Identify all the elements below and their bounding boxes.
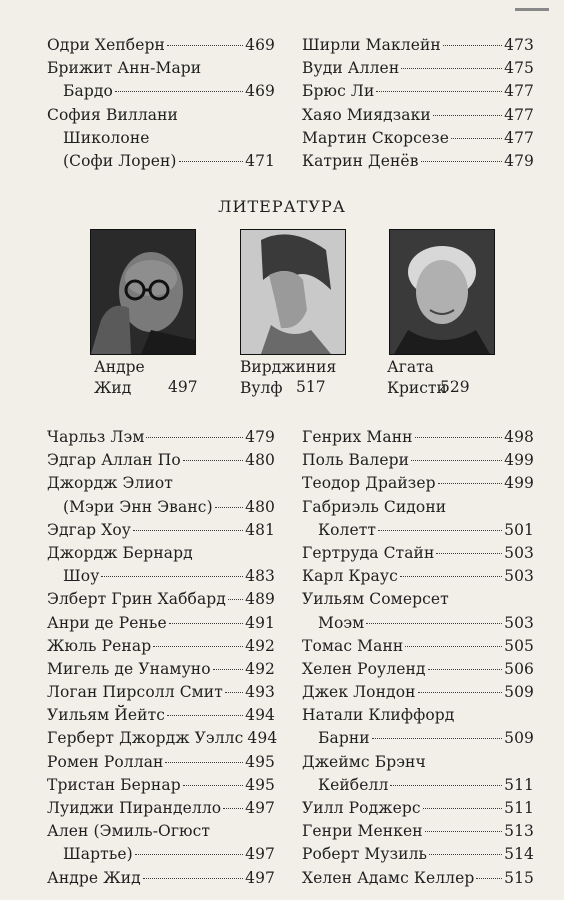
index-entry [302, 704, 534, 727]
entry-page-number: 479 [504, 151, 534, 170]
dot-leader [165, 762, 243, 763]
dot-leader [153, 646, 243, 647]
entry-name: (Мэри Энн Эванс) [63, 497, 213, 516]
index-entry [302, 658, 534, 681]
entry-name: Уильям Йейтс [47, 706, 166, 725]
entry-name: Брюс Ли [302, 82, 375, 101]
dot-leader [101, 576, 243, 577]
dot-leader [133, 530, 243, 531]
entry-page-number: 495 [245, 752, 275, 771]
dot-leader [476, 878, 502, 879]
dot-leader [146, 437, 243, 438]
index-entry [47, 449, 275, 472]
entry-name: Герберт Джордж Уэллс [47, 729, 244, 748]
index-entry [302, 681, 534, 704]
bottom-right-index-column [302, 426, 534, 890]
index-entry [302, 449, 534, 472]
entry-name: Уилл Роджерс [302, 799, 421, 817]
dot-leader [415, 437, 503, 438]
dot-leader [443, 45, 502, 46]
entry-page-number: 477 [504, 105, 534, 124]
bottom-left-index-column [47, 426, 278, 890]
dot-leader [428, 669, 503, 670]
dot-leader [135, 854, 243, 855]
dot-leader [418, 692, 503, 693]
entry-name: Хелен Адамс Келлер [302, 868, 475, 887]
entry-name: Генри Менкен [302, 822, 423, 841]
index-entry [47, 867, 275, 890]
entry-name: Шиколоне [63, 128, 150, 147]
index-entry [302, 820, 534, 843]
index-entry [302, 80, 534, 103]
entry-name: София Виллани [47, 105, 178, 124]
portrait-caption-gide-first: Андре [94, 358, 145, 376]
entry-name: Чарльз Лэм [47, 428, 145, 446]
dot-leader [405, 646, 502, 647]
index-entry [47, 797, 275, 820]
entry-name: Хаяо Миядзаки [302, 105, 431, 124]
entry-page-number: 497 [245, 845, 275, 864]
dot-leader [115, 91, 243, 92]
index-entry [47, 774, 275, 797]
index-entry [302, 727, 534, 750]
entry-name: Эдгар Аллан По [47, 451, 181, 470]
portrait-caption-christie-last: Кристи [387, 379, 447, 397]
index-entry [47, 34, 275, 57]
portrait-caption-christie-page: 529 [440, 378, 470, 396]
entry-page-number: 499 [504, 474, 534, 493]
index-entry [47, 565, 275, 588]
index-entry [47, 519, 275, 542]
index-entry [47, 542, 275, 565]
entry-name: Логан Пирсолл Смит [47, 683, 223, 702]
top-right-index-column [302, 34, 534, 173]
dot-leader [429, 854, 502, 855]
entry-name: Джордж Элиот [47, 474, 173, 493]
dot-leader [228, 599, 243, 600]
entry-page-number: 473 [504, 36, 534, 54]
entry-name: Карл Краус [302, 567, 398, 586]
entry-name: Элберт Грин Хаббард [47, 590, 226, 609]
index-entry [302, 751, 534, 774]
entry-page-number: 480 [245, 451, 275, 470]
entry-name: Кейбелл [318, 775, 389, 794]
index-entry [302, 542, 534, 565]
dot-leader [433, 115, 502, 116]
entry-name: (Софи Лорен) [63, 151, 177, 170]
index-entry [302, 867, 534, 890]
portrait-caption-gide-page: 497 [168, 378, 198, 396]
index-entry [47, 426, 275, 449]
index-entry [47, 751, 275, 774]
entry-name: Мигель де Унамуно [47, 659, 211, 678]
dot-leader [425, 831, 502, 832]
index-entry [302, 612, 534, 635]
entry-name: Ширли Маклейн [302, 36, 441, 54]
entry-page-number: 514 [504, 845, 534, 864]
entry-page-number: 480 [245, 497, 275, 516]
dot-leader [376, 91, 502, 92]
index-entry [47, 588, 275, 611]
entry-name: Ромен Роллан [47, 752, 164, 771]
index-entry [302, 519, 534, 542]
entry-page-number: 501 [504, 520, 534, 539]
dot-leader [179, 161, 244, 162]
entry-name: Шартье) [63, 845, 133, 864]
entry-name: Бардо [63, 82, 113, 101]
entry-name: Джордж Бернард [47, 543, 193, 562]
entry-page-number: 483 [245, 567, 275, 586]
index-entry [47, 658, 275, 681]
dot-leader [183, 785, 243, 786]
entry-name: Вуди Аллен [302, 59, 400, 78]
entry-page-number: 503 [504, 543, 534, 562]
portrait-caption-woolf-last: Вулф [240, 379, 283, 397]
index-entry [47, 104, 275, 127]
dot-leader [378, 530, 502, 531]
dot-leader [215, 507, 243, 508]
entry-name: Моэм [318, 613, 365, 632]
entry-name: Колетт [318, 520, 377, 539]
index-entry [302, 34, 534, 57]
dot-leader [421, 161, 503, 162]
index-entry [47, 127, 275, 150]
entry-name: Катрин Денёв [302, 151, 419, 170]
dot-leader [436, 553, 502, 554]
dot-leader [169, 623, 243, 624]
entry-page-number: 494 [245, 706, 275, 725]
index-entry [47, 496, 275, 519]
entry-name: Мартин Скорсезе [302, 128, 449, 147]
index-entry [47, 472, 275, 495]
index-entry [302, 588, 534, 611]
entry-page-number: 477 [504, 82, 534, 101]
entry-page-number: 509 [504, 729, 534, 748]
entry-page-number: 515 [504, 868, 534, 887]
dot-leader [372, 738, 502, 739]
dot-leader [390, 785, 502, 786]
portrait-caption-christie-first: Агата [387, 358, 434, 376]
entry-page-number: 491 [245, 613, 275, 632]
index-entry [302, 426, 534, 449]
entry-name: Эдгар Хоу [47, 520, 132, 539]
entry-name: Шоу [63, 567, 100, 586]
index-entry [47, 57, 275, 80]
entry-page-number: 513 [504, 822, 534, 841]
entry-name: Габриэль Сидони [302, 497, 447, 516]
entry-page-number: 498 [504, 428, 534, 446]
entry-page-number: 499 [504, 451, 534, 470]
entry-page-number: 494 [247, 729, 278, 748]
entry-name: Тристан Бернар [47, 775, 181, 794]
entry-page-number: 505 [504, 636, 534, 655]
entry-page-number: 511 [504, 775, 534, 794]
entry-name: Барни [318, 729, 370, 748]
entry-page-number: 497 [245, 868, 275, 887]
index-entry [302, 774, 534, 797]
dot-leader [423, 808, 502, 809]
index-entry [47, 635, 275, 658]
index-entry [302, 127, 534, 150]
dot-leader [167, 45, 243, 46]
index-entry [47, 681, 275, 704]
entry-page-number: 469 [245, 36, 275, 54]
entry-name: Андре Жид [47, 868, 141, 887]
dot-leader [438, 483, 502, 484]
entry-name: Томас Манн [302, 636, 404, 655]
entry-page-number: 481 [245, 520, 275, 539]
entry-page-number: 477 [504, 128, 534, 147]
entry-name: Одри Хепберн [47, 36, 165, 54]
index-entry [302, 57, 534, 80]
dot-leader [411, 460, 502, 461]
portrait-photo-woolf [240, 229, 346, 355]
entry-page-number: 492 [245, 636, 275, 655]
page-edge-mark [515, 8, 549, 11]
entry-name: Роберт Музиль [302, 845, 428, 864]
dot-leader [225, 692, 243, 693]
index-entry [302, 565, 534, 588]
dot-leader [167, 715, 243, 716]
index-entry [302, 472, 534, 495]
entry-page-number: 475 [504, 59, 534, 78]
entry-page-number: 511 [504, 799, 534, 817]
index-entry [47, 80, 275, 103]
entry-name: Джек Лондон [302, 683, 416, 702]
entry-page-number: 492 [245, 659, 275, 678]
entry-name: Теодор Драйзер [302, 474, 436, 493]
index-entry [47, 820, 275, 843]
index-entry [302, 797, 534, 820]
index-entry [47, 843, 275, 866]
dot-leader [183, 460, 243, 461]
entry-name: Джеймс Брэнч [302, 752, 426, 771]
portrait-photo-christie [389, 229, 495, 355]
section-title: ЛИТЕРАТУРА [218, 197, 346, 216]
portrait-caption-woolf-first: Вирджиния [240, 358, 337, 376]
entry-name: Генрих Манн [302, 428, 413, 446]
entry-page-number: 479 [245, 428, 275, 446]
index-entry [302, 635, 534, 658]
index-entry [302, 104, 534, 127]
entry-name: Поль Валери [302, 451, 410, 470]
entry-name: Брижит Анн-Мари [47, 59, 202, 78]
entry-page-number: 489 [245, 590, 275, 609]
entry-page-number: 509 [504, 683, 534, 702]
entry-name: Анри де Ренье [47, 613, 167, 632]
dot-leader [451, 138, 502, 139]
entry-name: Жюль Ренар [47, 636, 152, 655]
entry-name: Гертруда Стайн [302, 543, 435, 562]
dot-leader [223, 808, 243, 809]
index-entry [302, 150, 534, 173]
entry-name: Натали Клиффорд [302, 706, 455, 725]
index-entry [302, 843, 534, 866]
portrait-caption-woolf-page: 517 [296, 378, 326, 396]
entry-name: Уильям Сомерсет [302, 590, 449, 609]
entry-page-number: 503 [504, 613, 534, 632]
dot-leader [400, 576, 502, 577]
index-entry [47, 727, 278, 750]
dot-leader [143, 878, 243, 879]
entry-page-number: 493 [245, 683, 275, 702]
index-entry [302, 496, 534, 519]
entry-name: Хелен Роуленд [302, 659, 426, 678]
entry-name: Ален (Эмиль-Огюст [47, 822, 211, 841]
dot-leader [401, 68, 502, 69]
entry-page-number: 503 [504, 567, 534, 586]
entry-page-number: 495 [245, 775, 275, 794]
portrait-photo-gide [90, 229, 196, 355]
index-entry [47, 612, 275, 635]
portrait-caption-gide-last: Жид [94, 379, 132, 397]
dot-leader [366, 623, 502, 624]
entry-page-number: 469 [245, 82, 275, 101]
entry-page-number: 497 [245, 799, 275, 817]
entry-page-number: 506 [504, 659, 534, 678]
top-left-index-column [47, 34, 275, 173]
entry-name: Луиджи Пиранделло [47, 799, 222, 817]
entry-page-number: 471 [245, 151, 275, 170]
index-entry [47, 150, 275, 173]
dot-leader [213, 669, 243, 670]
index-entry [47, 704, 275, 727]
